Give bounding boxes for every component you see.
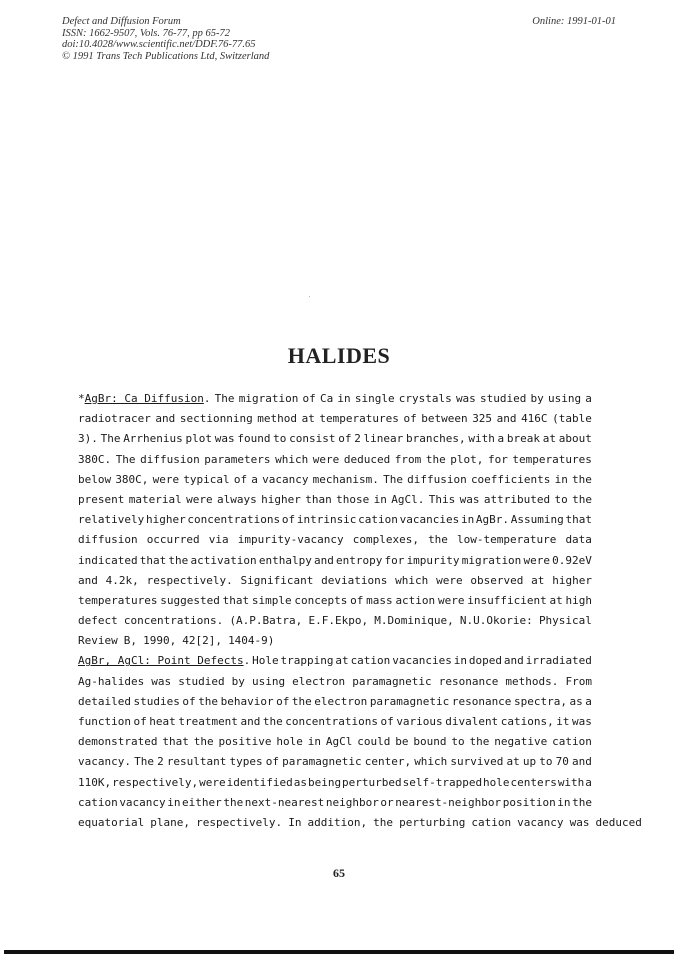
bottom-rule: [4, 950, 674, 954]
journal-issn: ISSN: 1662-9507, Vols. 76-77, pp 65-72: [62, 27, 230, 39]
text-line: Ag-halides was studied by using electron paramagnetic resonance methods. From: [78, 674, 592, 688]
body-text: [78, 389, 642, 833]
text-line: 110K, respectively, were identified as being perturbed self-trapped hole centers with a: [78, 775, 592, 789]
text-line: AgBr, AgCl: Point Defects. Hole trapping at cation vacancies in doped and irradiated: [78, 651, 592, 671]
text-line: indicated that the activation enthalpy and entropy for impurity migration were 0.92eV: [78, 553, 592, 567]
journal-name: Defect and Diffusion Forum: [62, 16, 181, 27]
text-line: vacancy. The 2 resultant types of paramagnetic center, which survived at up to 70 and: [78, 755, 592, 769]
page-number: 65: [333, 866, 345, 880]
text-line: defect concentrations. (A.P.Batra, E.F.Ekpo, M.Dominique, N.U.Okorie: Physical: [78, 614, 592, 628]
text-line: 380C. The diffusion parameters which were deduced from the plot, for temperatures: [78, 452, 592, 466]
text-line: Review B, 1990, 42[2], 1404-9): [78, 634, 275, 648]
text-line: detailed studies of the behavior of the electron paramagnetic resonance spectra, as a: [78, 694, 592, 708]
text-line: diffusion occurred via impurity-vacancy complexes, the low-temperature data: [78, 533, 592, 547]
text-line: equatorial plane, respectively. In addition, the perturbing cation vacancy was deduced: [78, 815, 642, 829]
text-line: 3). The Arrhenius plot was found to consist of 2 linear branches, with a break at about: [78, 432, 592, 446]
text-line: demonstrated that the positive hole in AgCl could be bound to the negative cation: [78, 735, 592, 749]
text-line: *AgBr: Ca Diffusion. The migration of Ca in single crystals was studied by using a: [78, 389, 592, 409]
paragraph-heading: AgBr, AgCl: Point Defects.: [78, 654, 251, 668]
text-line: radiotracer and sectionning method at temperatures of between 325 and 416C (table: [78, 412, 592, 426]
text-line: cation vacancy in either the next-nearest neighbor or nearest-neighbor position in the: [78, 795, 592, 809]
text-line: relatively higher concentrations of intrinsic cation vacancies in AgBr. Assuming that: [78, 513, 592, 527]
page-title: HALIDES: [287, 343, 391, 368]
journal-doi: doi:10.4028/www.scientific.net/DDF.76-77.65: [62, 39, 256, 50]
text-line: below 380C, were typical of a vacancy mechanism. The diffusion coefficients in the: [78, 472, 592, 486]
text-line: temperatures suggested that simple concepts of mass action were insufficient at high: [78, 593, 592, 607]
text-line: present material were always higher than those in AgCl. This was attributed to the: [78, 492, 592, 506]
journal-copyright: © 1991 Trans Tech Publications Ltd, Switzerland: [62, 50, 270, 62]
paragraph-heading: *AgBr: Ca Diffusion.: [78, 392, 211, 405]
stray-mark: [309, 296, 310, 297]
text-line: and 4.2k, respectively. Significant deviations which were observed at higher: [78, 573, 592, 587]
text-line: function of heat treatment and the concentrations of various divalent cations, it was: [78, 715, 592, 728]
journal-header: [62, 16, 269, 62]
online-date: Online: 1991-01-01: [532, 16, 616, 27]
